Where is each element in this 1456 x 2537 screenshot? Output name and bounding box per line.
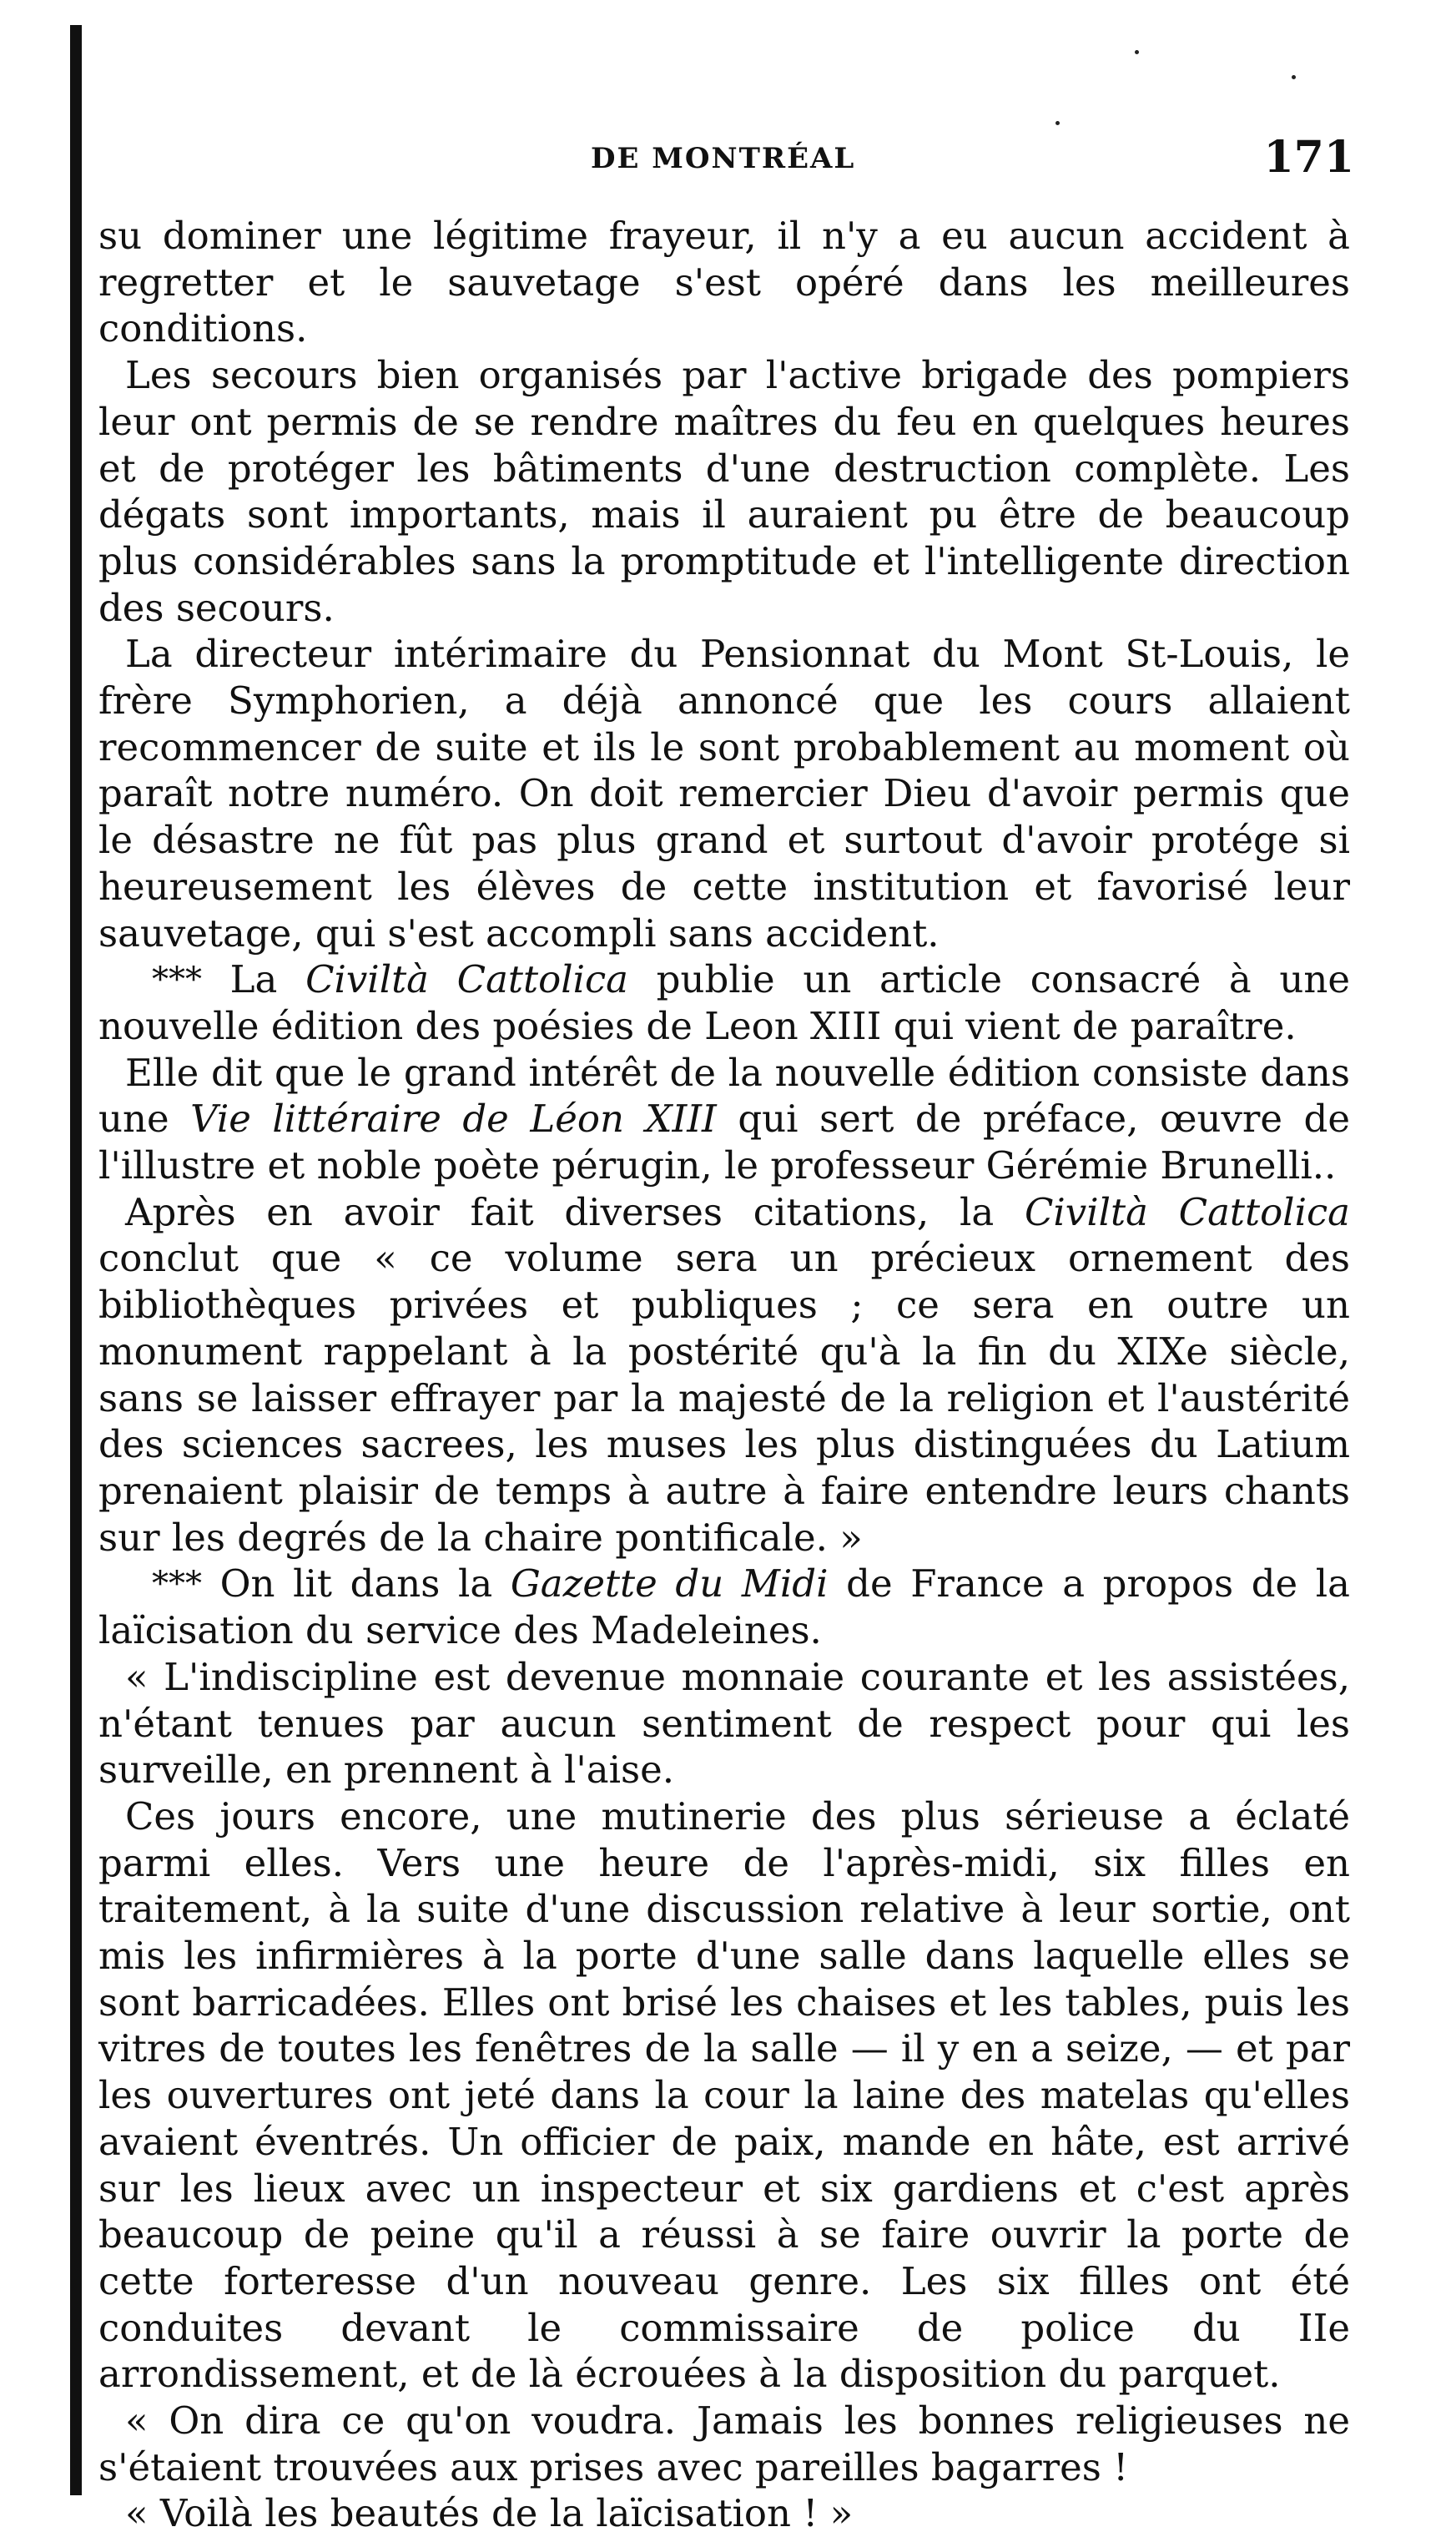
paragraph-religious-sisters	[98, 2398, 1350, 2490]
paragraph-indiscipline	[98, 1654, 1350, 1793]
page-header	[98, 125, 1354, 200]
paragraph-text: de France a propos de la laïcisation du service des Madeleines.	[98, 1561, 1351, 1653]
paragraph-text: Les secours bien organisés par l'active brigade des pompiers leur ont permis de se rendre maîtres du feu en quelques heures et de protéger les bâtiments d'une destruction complète. Les dégats sont importants, mais il auraient pu être de beaucoup plus considérables sans la promptitude et l'intelligente direction des secours.	[98, 353, 1350, 630]
paragraph-continuation	[98, 213, 1350, 352]
paragraph-text: su dominer une légitime frayeur, il n'y a eu aucun accident à regretter et le sauvetage s'est opéré dans les meilleures conditions.	[98, 214, 1350, 351]
page-number: 171	[1263, 132, 1354, 183]
italic-publication-title: Civiltà Cattolica	[1024, 1189, 1350, 1234]
print-speck	[1135, 50, 1139, 54]
paragraph-text: La directeur intérimaire du Pensionnat du Mont St-Louis, le frère Symphorien, a déjà annoncé que les cours allaient recommencer de suite et ils le sont probablement au moment où paraît notre numéro. On doit remercier Dieu d'avoir permis que le désastre ne fût pas plus grand et surtout d'avoir protége si heureusement les élèves de cette institution et favorisé leur sauvetage, qui s'est accompli sans accident.	[98, 632, 1350, 956]
print-speck	[1292, 75, 1296, 79]
paragraph-text: « On dira ce qu'on voudra. Jamais les bonnes religieuses ne s'étaient trouvées aux prises avec pareilles bagarres !	[98, 2398, 1350, 2489]
paragraph-civilta-cattolica	[98, 956, 1350, 1049]
running-title: DE MONTRÉAL	[591, 142, 856, 175]
paragraph-conclusion-quote	[98, 1189, 1350, 1561]
italic-book-title: Vie littéraire de Léon XIII	[190, 1097, 717, 1142]
article-body	[98, 213, 1350, 2537]
paragraph-text: La	[229, 957, 306, 1002]
paragraph-text: « L'indiscipline est devenue monnaie courante et les assistées, n'étant tenues par aucun sentiment de respect pour qui les surveille, en prennent à l'aise.	[98, 1654, 1350, 1793]
binding-edge-line	[70, 25, 82, 2495]
paragraph-text: publie un article consacré à une nouvelle édition des poésies de Leon XIII qui vient de paraître.	[98, 957, 1350, 1048]
paragraph-text: Après en avoir fait diverses citations, la	[125, 1189, 1025, 1234]
paragraph-laicisation	[98, 2490, 1350, 2537]
section-asterism: ***	[152, 1565, 202, 1604]
paragraph-text: Elle dit que le grand intérêt de la nouvelle édition consiste dans une	[98, 1050, 1350, 1142]
paragraph-text: conclut que « ce volume sera un précieux ornement des bibliothèques privées et publiques ; ce sera en outre un monument rappelant à la postérité qu'à la fin du XIXe siècle, sans se laisser effrayer par la majesté de la religion et l'austérité des sciences sacrees, les muses les plus distinguées du Latium prenaient plaisir de temps à autre à faire entendre leurs chants sur les degrés de la chaire pontificale. »	[98, 1236, 1350, 1560]
italic-newspaper-title: Gazette du Midi	[510, 1561, 829, 1606]
paragraph-text: Ces jours encore, une mutinerie des plus sérieuse a éclaté parmi elles. Vers une heure de l'après-midi, six filles en traitement, à la suite d'une discussion relative à leur sortie, ont mis les infirmières à la porte d'une salle dans laquelle elles se sont barricadées. Elles ont brisé les chaises et les tables, puis les vitres de toutes les fenêtres de la salle — il y en a seize, — et par les ouvertures ont jeté dans la cour la laine des matelas qu'elles avaient éventrés. Un officier de paix, mande en hâte, est arrivé sur les lieux avec un inspecteur et six gardiens et c'est après beaucoup de peine qu'il a réussi à se faire ouvrir la porte de cette forteresse d'un nouveau genre. Les six filles ont été conduites devant le commissaire de police du IIe arrondissement, et de là écrouées à la disposition du parquet.	[98, 1793, 1350, 2397]
section-asterism: ***	[152, 961, 202, 1000]
paragraph-text: « Voilà les beautés de la laïcisation ! »	[125, 2491, 854, 2536]
paragraph-mutiny	[98, 1793, 1350, 2398]
paragraph-text: On lit dans la	[219, 1561, 511, 1606]
paragraph-fire-rescue	[98, 352, 1350, 631]
paragraph-new-edition	[98, 1050, 1350, 1189]
paragraph-gazette-du-midi	[98, 1561, 1350, 1653]
paragraph-school-reopening	[98, 631, 1350, 956]
paragraph-text: qui sert de préface, œuvre de l'illustre et noble poète pérugin, le professeur Gérémie Brunelli..	[98, 1097, 1350, 1188]
italic-publication-title: Civiltà Cattolica	[305, 957, 629, 1002]
